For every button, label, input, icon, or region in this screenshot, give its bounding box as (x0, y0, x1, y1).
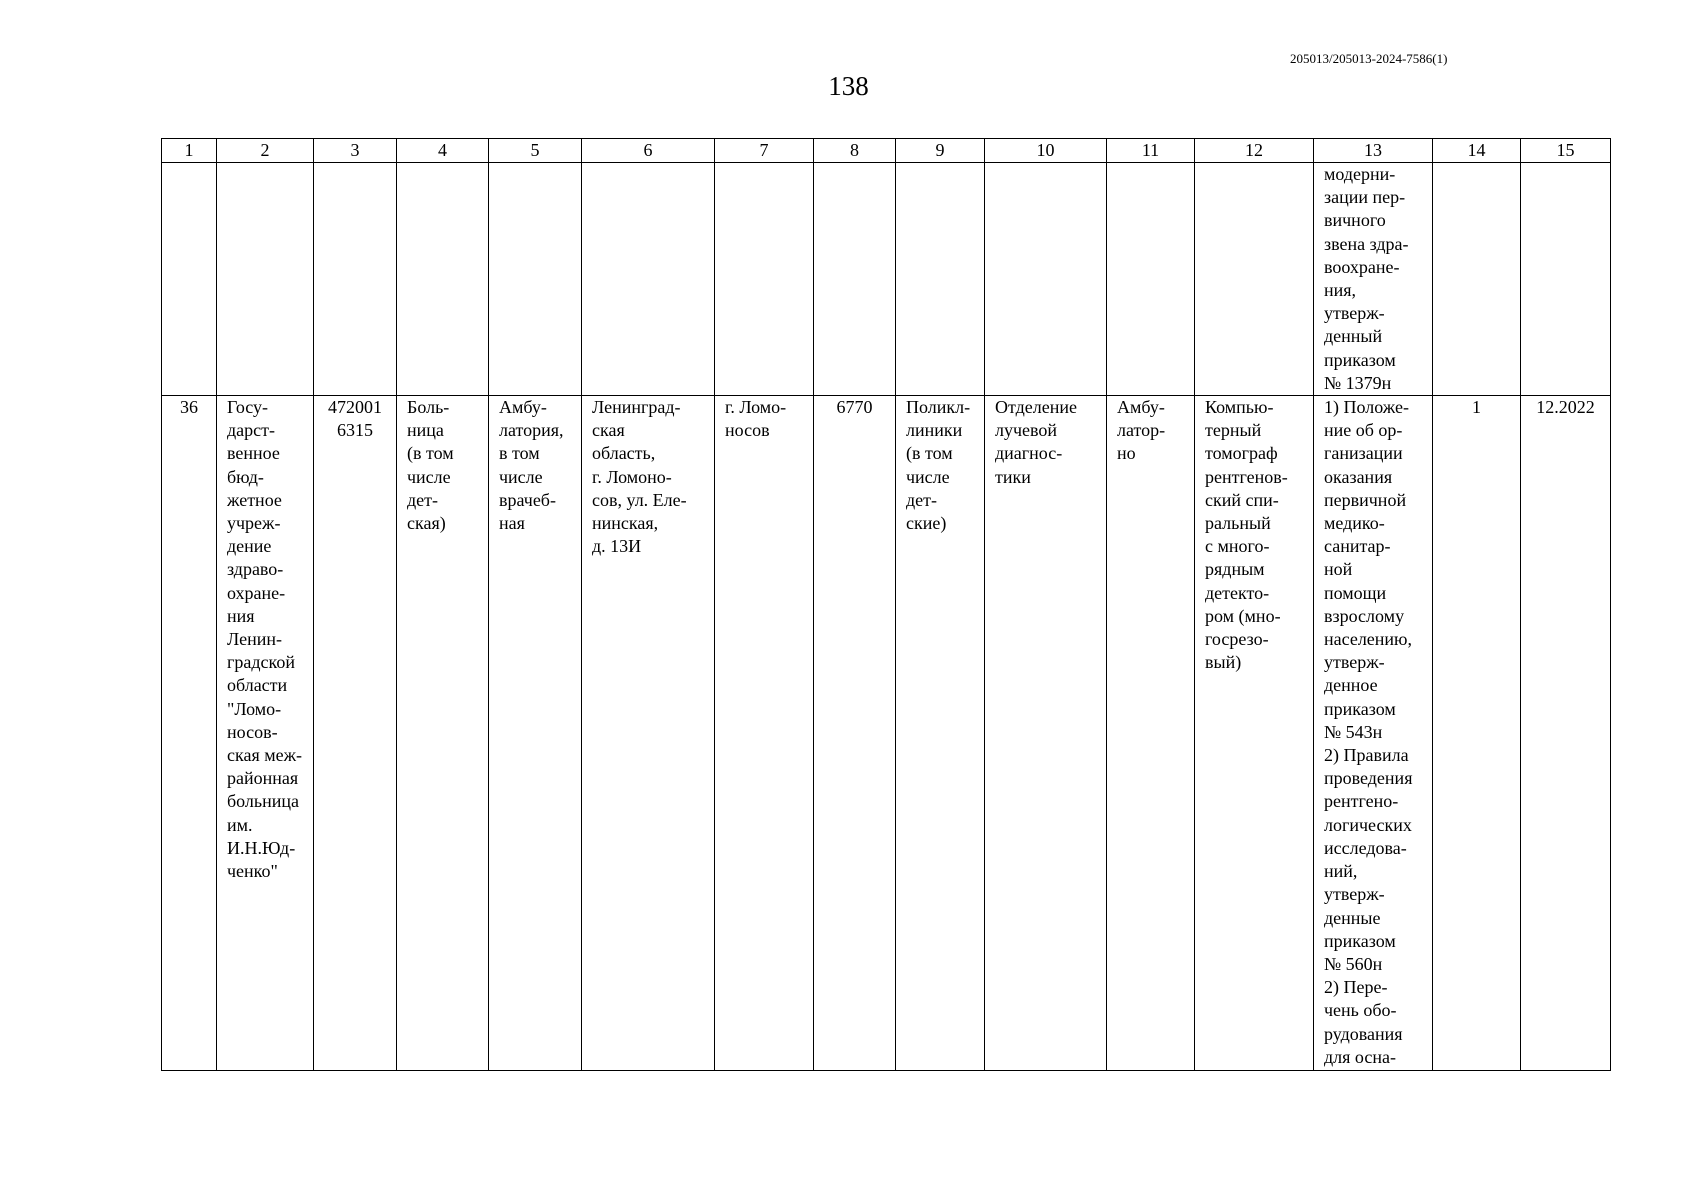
column-number: 15 (1521, 139, 1611, 163)
table-row (162, 396, 1611, 1071)
table-cell (896, 163, 985, 396)
facility-type-cell: Боль- ница (в том числе дет- ская) (397, 396, 489, 1071)
table-cell (814, 163, 896, 396)
column-number: 8 (814, 139, 896, 163)
code-cell: 6770 (814, 396, 896, 1071)
table-cell (314, 163, 397, 396)
column-number: 13 (1314, 139, 1433, 163)
table-cell (489, 163, 582, 396)
quantity-cell: 1 (1433, 396, 1521, 1071)
unit-type-cell: Поликл- линики (в том числе дет- ские) (896, 396, 985, 1071)
date-cell: 12.2022 (1521, 396, 1611, 1071)
row-number-cell: 36 (162, 396, 217, 1071)
column-number-row (162, 139, 1611, 163)
table-cell (715, 163, 814, 396)
care-conditions-cell: Амбу- латор- но (1107, 396, 1195, 1071)
column-number: 10 (985, 139, 1107, 163)
column-number: 5 (489, 139, 582, 163)
inn-cell: 472001 6315 (314, 396, 397, 1071)
table-cell (1195, 163, 1314, 396)
column-number: 2 (217, 139, 314, 163)
column-number: 6 (582, 139, 715, 163)
department-cell: Отделение лучевой диагнос- тики (985, 396, 1107, 1071)
table-cell (1521, 163, 1611, 396)
column-number: 1 (162, 139, 217, 163)
document-id: 205013/205013-2024-7586(1) (1290, 51, 1448, 66)
column-number: 7 (715, 139, 814, 163)
data-table (161, 138, 1611, 1071)
locality-cell: г. Ломо- носов (715, 396, 814, 1071)
table-cell (1433, 163, 1521, 396)
legal-basis-cell: 1) Положе- ние об ор- ганизации оказания первичной медико- санитар- ной помощи взрослому населению, утверж- денное приказом № 543н 2) Правила проведения рентгено- логических исследова- ний, утверж- денные приказом № 560н 2) Пере- чень обо- рудования для осна- (1314, 396, 1433, 1071)
table-cell (162, 163, 217, 396)
table-cell (1107, 163, 1195, 396)
table-cell (217, 163, 314, 396)
legal-basis-cell: модерни- зации пер- вичного звена здра- воохране- ния, утверж- денный приказом № 1379н (1314, 163, 1433, 396)
address-cell: Ленинград- ская область, г. Ломоно- сов, ул. Еле- нинская, д. 13И (582, 396, 715, 1071)
table-cell (582, 163, 715, 396)
page-number: 138 (828, 71, 869, 101)
column-number: 4 (397, 139, 489, 163)
column-number: 12 (1195, 139, 1314, 163)
column-number: 11 (1107, 139, 1195, 163)
column-number: 14 (1433, 139, 1521, 163)
column-number: 9 (896, 139, 985, 163)
subdivision-type-cell: Амбу- латория, в том числе врачеб- ная (489, 396, 582, 1071)
table-cell (985, 163, 1107, 396)
column-number: 3 (314, 139, 397, 163)
organization-name-cell: Госу- дарст- венное бюд- жетное учреж- дение здраво- охране- ния Ленин- градской области "Ломо- носов- ская меж- районная больница им. И.Н.Юд- ченко" (217, 396, 314, 1071)
table-cell (397, 163, 489, 396)
equipment-cell: Компью- терный томограф рентгенов- ский спи- ральный с много- рядным детекто- ром (мно- госрезо- вый) (1195, 396, 1314, 1071)
table-row-continuation (162, 163, 1611, 396)
